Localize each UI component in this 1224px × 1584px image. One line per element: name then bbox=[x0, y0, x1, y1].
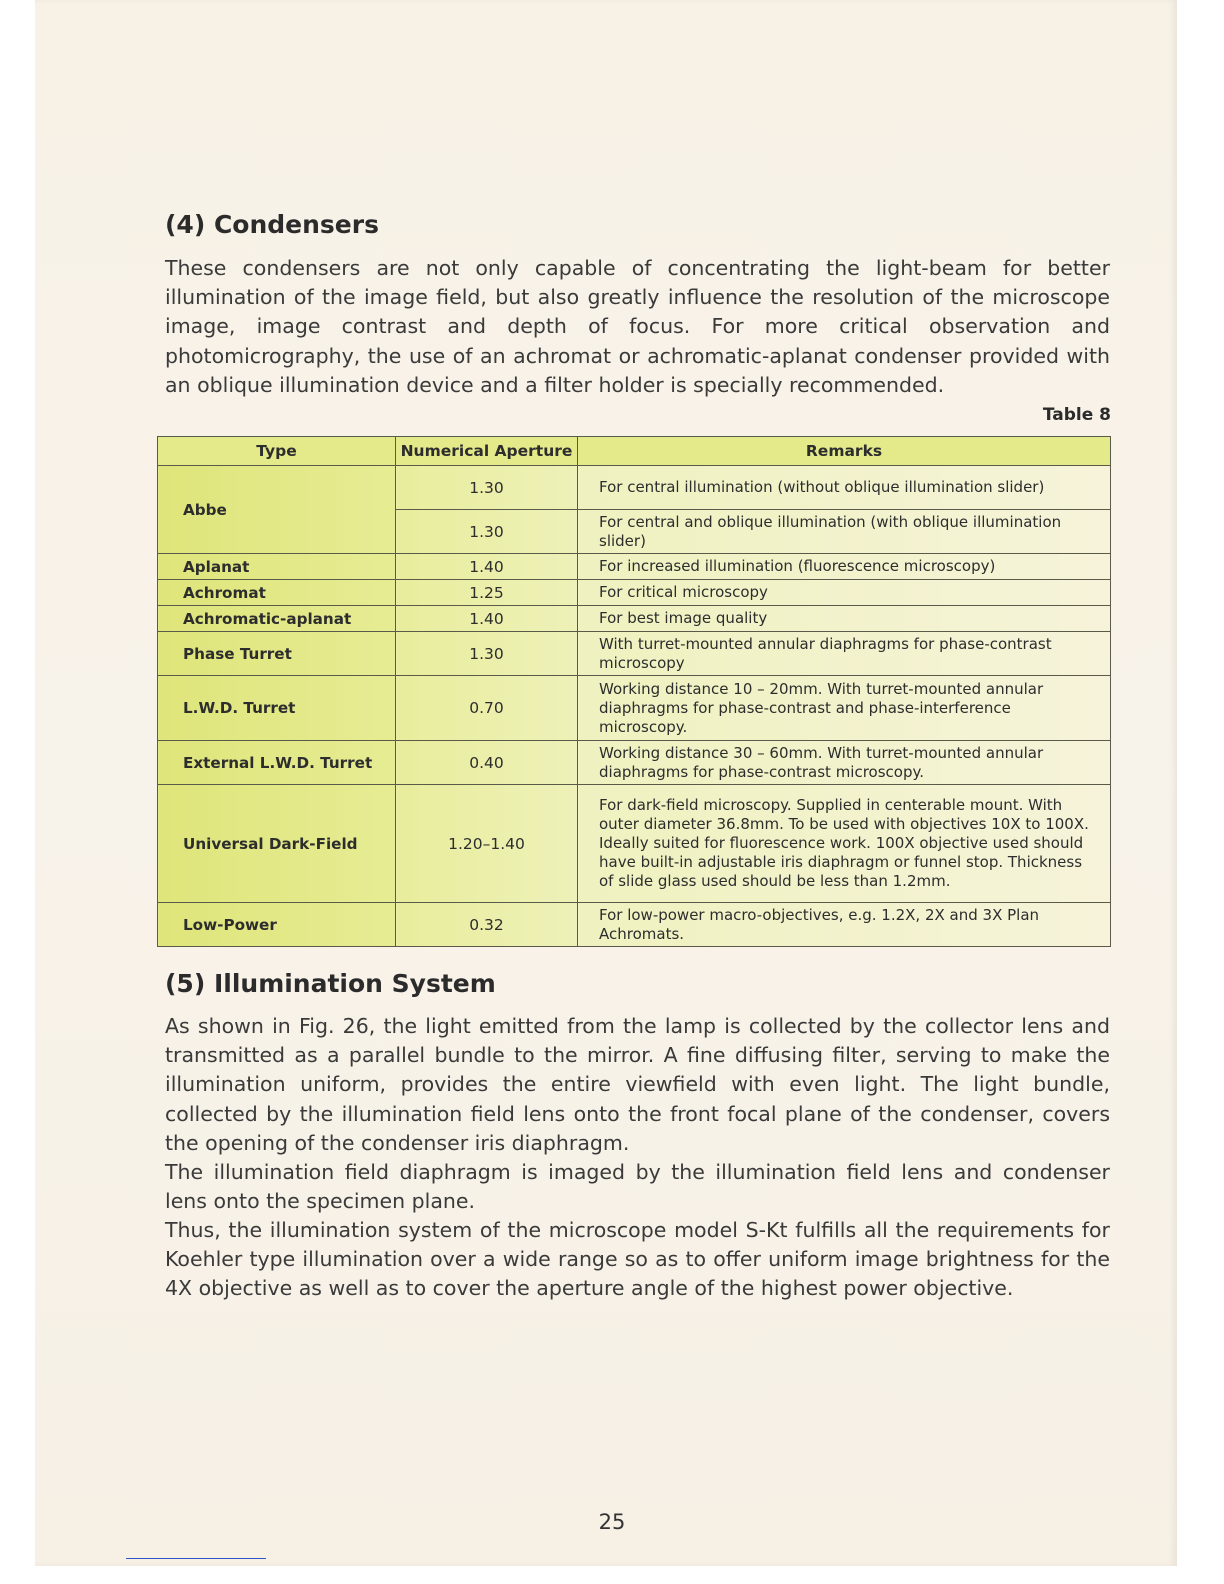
section-5-paragraph-2: The illumination field diaphragm is imaged by the illumination field lens and condenser lens onto the specimen plane. bbox=[165, 1160, 1110, 1214]
table-row bbox=[158, 676, 1111, 741]
table-row bbox=[158, 580, 1111, 606]
header-type: Type bbox=[158, 437, 396, 466]
na-cell: 1.30 bbox=[396, 510, 578, 554]
section-5-paragraph-3: Thus, the illumination system of the microscope model S-Kt fulfills all the requirements for Koehler type illumination over a wide range so as to offer uniform image brightness for the 4X objective as well as to cover the aperture angle of the highest power objective. bbox=[165, 1218, 1110, 1301]
type-cell: Achromat bbox=[158, 580, 396, 606]
condenser-table bbox=[157, 436, 1111, 947]
section-4-body: These condensers are not only capable of concentrating the light-beam for better illumination of the image field, but also greatly influence the resolution of the microscope image, image contrast and depth of focus. For more critical observation and photomicrography, the use of an achromat or achromatic-aplanat condenser provided with an oblique illumination device and a filter holder is specially recommended. bbox=[165, 256, 1110, 397]
table-header-row bbox=[158, 437, 1111, 466]
header-remarks: Remarks bbox=[578, 437, 1111, 466]
remarks-cell: For central illumination (without oblique illumination slider) bbox=[578, 466, 1111, 510]
table-row bbox=[158, 903, 1111, 947]
remarks-cell: For increased illumination (fluorescence microscopy) bbox=[578, 554, 1111, 580]
remarks-cell: Working distance 30 – 60mm. With turret-mounted annular diaphragms for phase-contrast microscopy. bbox=[578, 741, 1111, 785]
na-cell: 1.30 bbox=[396, 632, 578, 676]
header-numerical-aperture: Numerical Aperture bbox=[396, 437, 578, 466]
table-row bbox=[158, 785, 1111, 903]
type-cell: External L.W.D. Turret bbox=[158, 741, 396, 785]
type-cell: Achromatic-aplanat bbox=[158, 606, 396, 632]
table-label: Table 8 bbox=[1042, 405, 1111, 425]
type-cell: Aplanat bbox=[158, 554, 396, 580]
na-cell: 1.40 bbox=[396, 554, 578, 580]
na-cell: 1.25 bbox=[396, 580, 578, 606]
type-cell: Phase Turret bbox=[158, 632, 396, 676]
na-cell: 0.32 bbox=[396, 903, 578, 947]
remarks-cell: For dark-field microscopy. Supplied in centerable mount. With outer diameter 36.8mm. To be used with objectives 10X to 100X. Ideally suited for fluorescence work. 100X objective used should have built-in adjustable iris diaphragm or funnel stop. Thickness of slide glass used should be less than 1.2mm. bbox=[578, 785, 1111, 903]
na-cell: 1.30 bbox=[396, 466, 578, 510]
type-cell: Low-Power bbox=[158, 903, 396, 947]
remarks-cell: Working distance 10 – 20mm. With turret-mounted annular diaphragms for phase-contrast and phase-interference microscopy. bbox=[578, 676, 1111, 741]
section-5-title: (5) Illumination System bbox=[165, 969, 496, 998]
page-number: 25 bbox=[598, 1510, 626, 1534]
table-row bbox=[158, 466, 1111, 510]
remarks-cell: For critical microscopy bbox=[578, 580, 1111, 606]
section-5-paragraph-1: As shown in Fig. 26, the light emitted from the lamp is collected by the collector lens and transmitted as a parallel bundle to the mirror. A fine diffusing filter, serving to make the illumination uniform, provides the entire viewfield with even light. The light bundle, collected by the illumination field lens onto the front focal plane of the condenser, covers the opening of the condenser iris diaphragm. bbox=[165, 1014, 1110, 1155]
na-cell: 0.40 bbox=[396, 741, 578, 785]
type-cell: Universal Dark-Field bbox=[158, 785, 396, 903]
remarks-cell: With turret-mounted annular diaphragms for phase-contrast microscopy bbox=[578, 632, 1111, 676]
table-row bbox=[158, 554, 1111, 580]
type-cell: L.W.D. Turret bbox=[158, 676, 396, 741]
table-row bbox=[158, 632, 1111, 676]
section-4-title: (4) Condensers bbox=[165, 210, 379, 239]
table-row bbox=[158, 741, 1111, 785]
na-cell: 0.70 bbox=[396, 676, 578, 741]
na-cell: 1.20–1.40 bbox=[396, 785, 578, 903]
remarks-cell: For central and oblique illumination (with oblique illumination slider) bbox=[578, 510, 1111, 554]
na-cell: 1.40 bbox=[396, 606, 578, 632]
remarks-cell: For low-power macro-objectives, e.g. 1.2X, 2X and 3X Plan Achromats. bbox=[578, 903, 1111, 947]
type-cell: Abbe bbox=[158, 466, 396, 554]
remarks-cell: For best image quality bbox=[578, 606, 1111, 632]
footer-divider bbox=[126, 1558, 266, 1559]
table-row bbox=[158, 606, 1111, 632]
